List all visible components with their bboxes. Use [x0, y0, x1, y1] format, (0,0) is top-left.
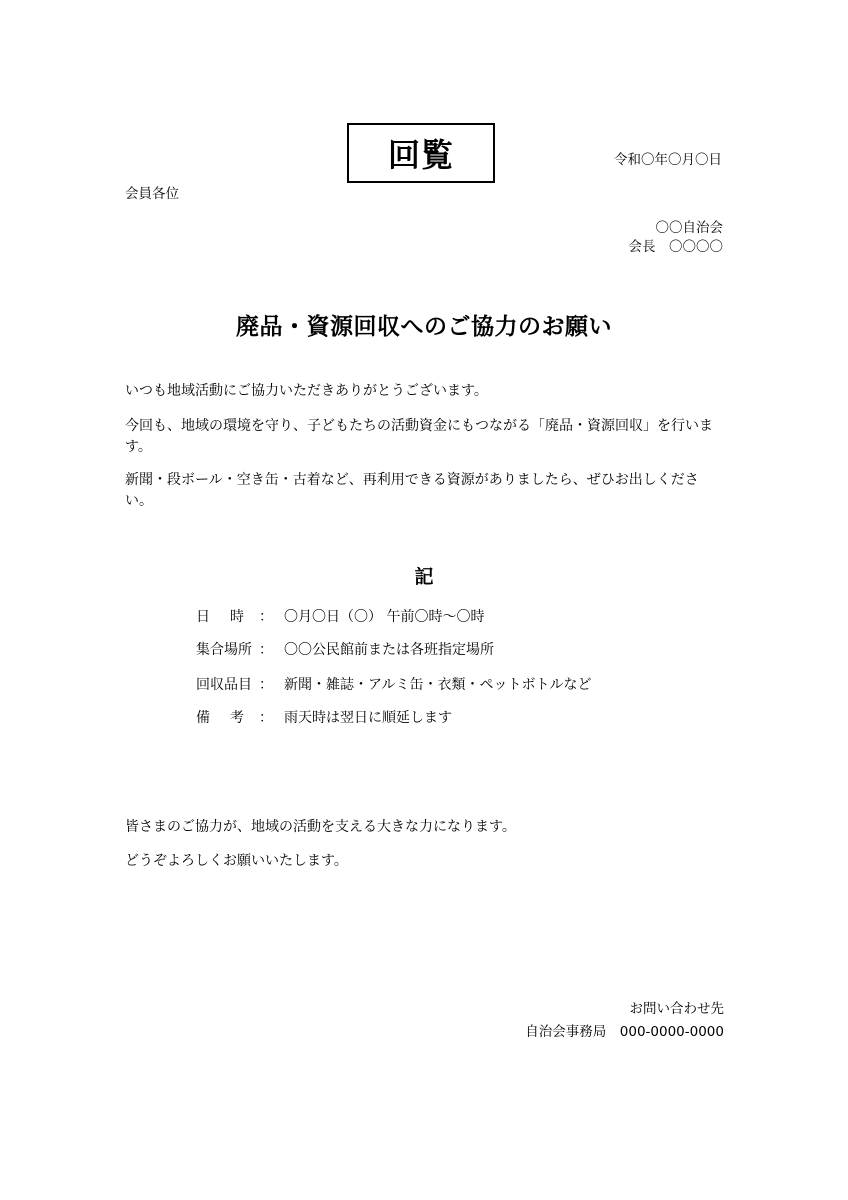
detail-value: 雨天時は翌日に順延します	[284, 710, 452, 726]
kairan-label: 回覧	[387, 136, 454, 174]
contact-office-phone: 自治会事務局 000-0000-0000	[525, 1024, 724, 1040]
intro-paragraph-2: 今回も、地域の環境を守り、子どもたちの活動資金にもつながる「廃品・資源回収」を行います。	[125, 418, 713, 455]
detail-value: 新聞・雑誌・アルミ缶・衣類・ペットボトルなど	[284, 677, 592, 693]
detail-colon: ：	[259, 609, 273, 625]
detail-colon: ：	[259, 677, 273, 693]
detail-label: 集合場所	[196, 642, 252, 658]
kairan-stamp-box	[347, 123, 495, 183]
sender-org: 〇〇自治会	[655, 220, 723, 236]
detail-label-char: 時	[230, 609, 244, 625]
detail-label	[196, 607, 258, 627]
page-title: 廃品・資源回収へのご協力のお願い	[236, 314, 612, 340]
detail-label-char: 日	[196, 609, 210, 625]
intro-paragraph-3: 新聞・段ボール・空き缶・古着など、再利用できる資源がありましたら、ぜひお出しください。	[125, 472, 699, 509]
intro-paragraph-1: いつも地域活動にご協力いただきありがとうございます。	[125, 383, 488, 399]
recipient: 会員各位	[125, 186, 179, 202]
detail-colon: ：	[259, 710, 273, 726]
sender-name: 会長 〇〇〇〇	[628, 239, 723, 255]
closing-paragraph-1: 皆さまのご協力が、地域の活動を支える大きな力になります。	[125, 819, 516, 835]
detail-label: 回収品目	[196, 677, 252, 693]
detail-value: 〇月〇日（〇） 午前〇時～〇時	[284, 609, 485, 625]
contact-label: お問い合わせ先	[629, 1001, 724, 1017]
closing-paragraph-2: どうぞよろしくお願いいたします。	[125, 853, 348, 869]
detail-label-char: 備	[196, 710, 210, 726]
issue-date: 令和〇年〇月〇日	[614, 152, 722, 168]
detail-value: 〇〇公民館前または各班指定場所	[284, 642, 494, 658]
detail-colon: ：	[259, 642, 273, 658]
ki-heading: 記	[414, 566, 434, 588]
detail-label-char: 考	[230, 710, 244, 726]
detail-label	[196, 708, 258, 728]
